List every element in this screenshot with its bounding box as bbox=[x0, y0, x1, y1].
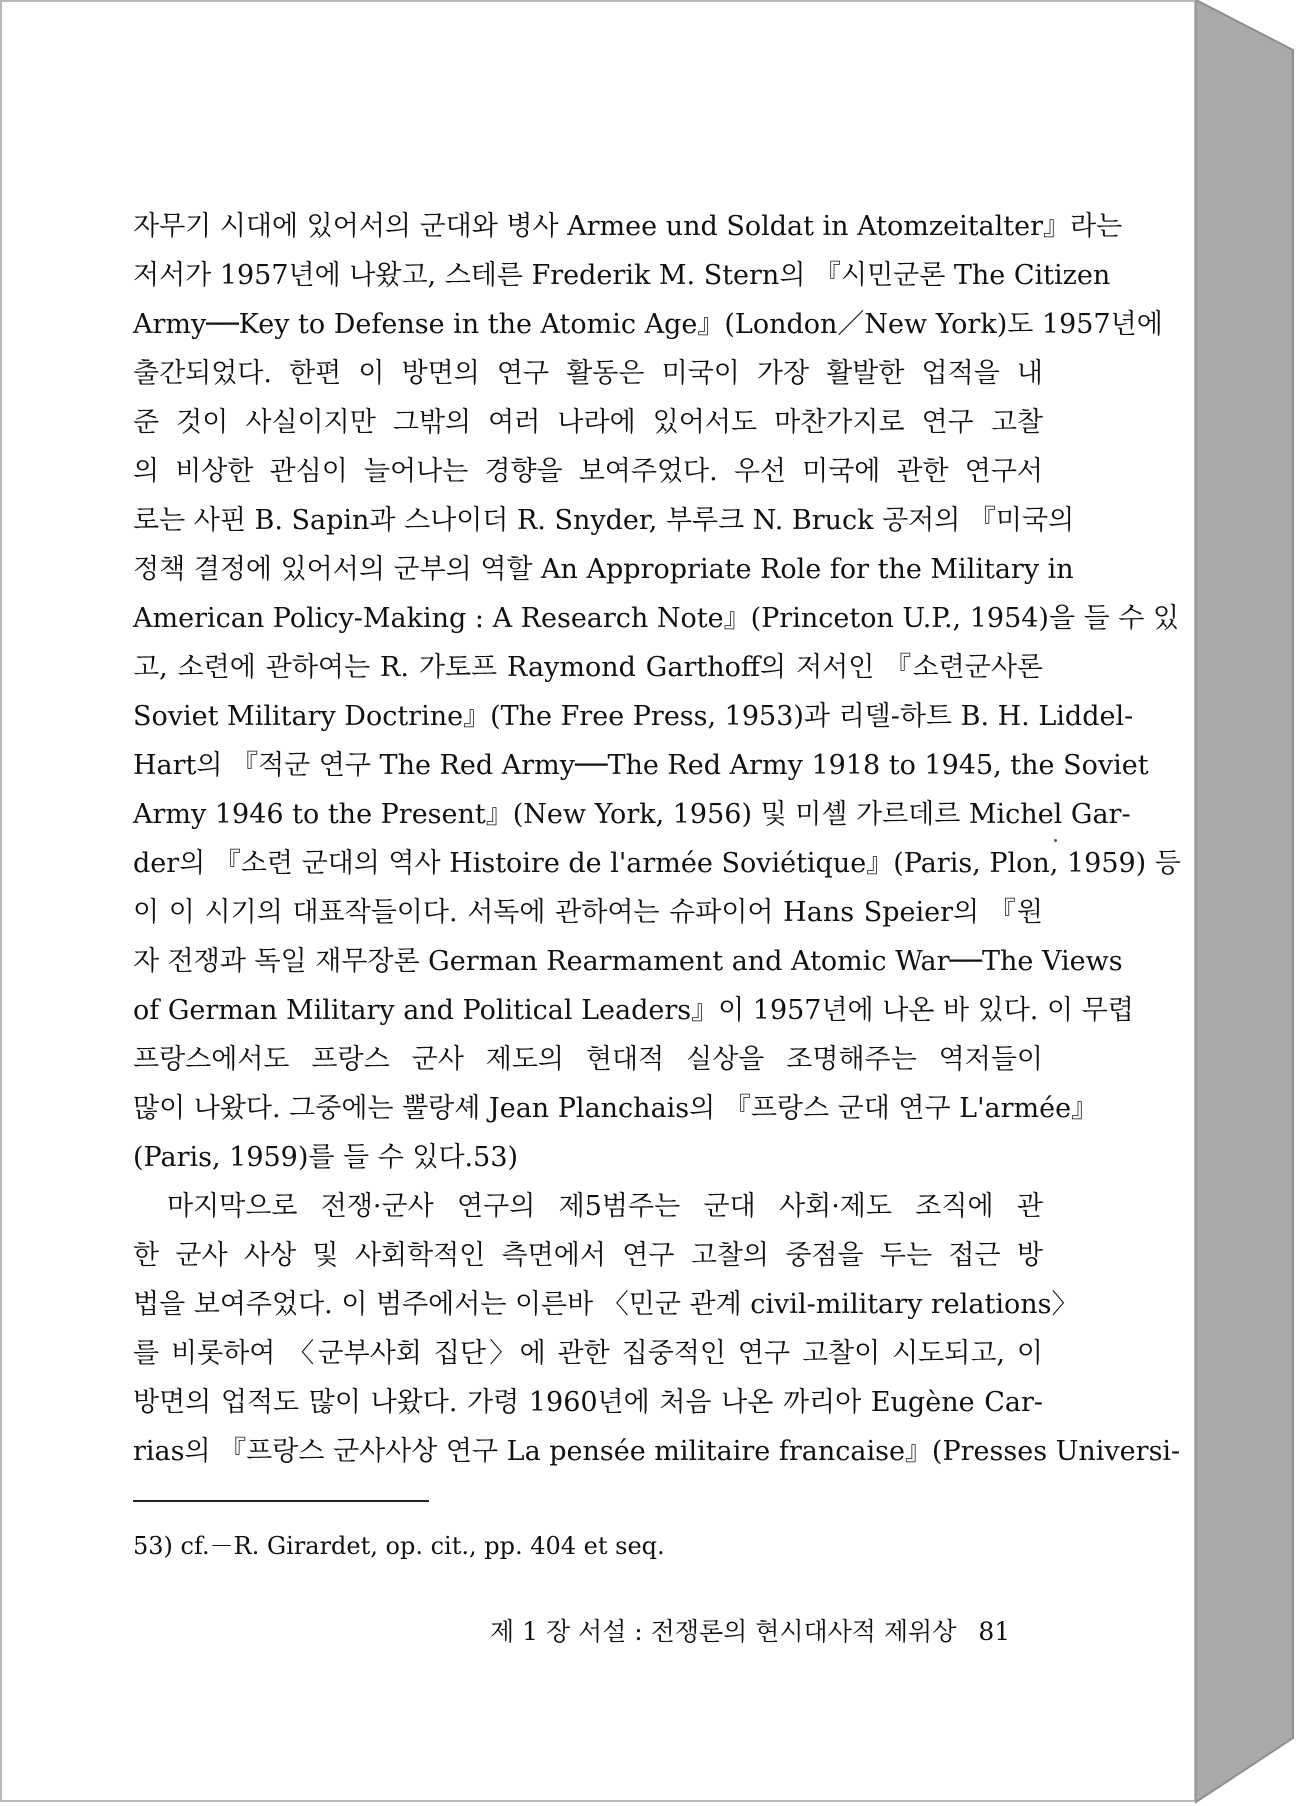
text-line: 자무기 시대에 있어서의 군대와 병사 Armee und Soldat in Atomzeitalter』라는 bbox=[133, 211, 1123, 242]
text-line: 법을 보여주었다. 이 범주에서는 이른바 〈민군 관계 civil-military relations〉 bbox=[133, 1289, 1079, 1320]
body-text bbox=[133, 202, 1181, 1476]
text-line: 많이 나왔다. 그중에는 뿔랑셰 Jean Planchais의 『프랑스 군대 연구 L'armée』 bbox=[133, 1093, 1099, 1124]
margin-dot bbox=[1054, 839, 1057, 842]
text-line: 한 군사 사상 및 사회학적인 측면에서 연구 고찰의 중점을 두는 접근 방 bbox=[133, 1240, 1043, 1271]
text-line: 프랑스에서도 프랑스 군사 제도의 현대적 실상을 조명해주는 역저들이 bbox=[133, 1044, 1043, 1075]
text-line: der의 『소련 군대의 역사 Histoire de l'armée Soviétique』(Paris, Plon, 1959) 등 bbox=[133, 848, 1181, 879]
text-line: 마지막으로 전쟁·군사 연구의 제5범주는 군대 사회·제도 조직에 관 bbox=[167, 1191, 1043, 1222]
text-line: 저서가 1957년에 나왔고, 스테른 Frederik M. Stern의 『시민군론 The Citizen bbox=[133, 260, 1111, 291]
text-line: Soviet Military Doctrine』(The Free Press, 1953)과 리델-하트 B. H. Liddel- bbox=[133, 701, 1134, 732]
text-line: of German Military and Political Leaders』이 1957년에 나온 바 있다. 이 무렵 bbox=[133, 995, 1134, 1026]
text-line: American Policy-Making : A Research Note』(Princeton U.P., 1954)을 들 수 있 bbox=[133, 603, 1180, 634]
text-line: 방면의 업적도 많이 나왔다. 가령 1960년에 처음 나온 까리아 Eugène Car- bbox=[133, 1387, 1043, 1418]
footnote: 53) cf.－R. Girardet, op. cit., pp. 404 et seq. bbox=[133, 1532, 665, 1560]
text-line: Hart의 『적군 연구 The Red Army──The Red Army 1918 to 1945, the Soviet bbox=[133, 750, 1149, 781]
chapter-title: 제 1 장 서설 : 전쟁론의 현시대사적 제위상 bbox=[490, 1617, 957, 1646]
text-line: 이 이 시기의 대표작들이다. 서독에 관하여는 슈파이어 Hans Speier의 『원 bbox=[133, 897, 1043, 928]
text-line: 자 전쟁과 독일 재무장론 German Rearmament and Atomic War──The Views bbox=[133, 946, 1123, 977]
text-line: rias의 『프랑스 군사사상 연구 La pensée militaire francaise』(Presses Universi- bbox=[133, 1436, 1181, 1467]
text-line: 고, 소련에 관하여는 R. 가토프 Raymond Garthoff의 저서인 『소련군사론 bbox=[133, 652, 1043, 683]
text-line: Army 1946 to the Present』(New York, 1956) 및 미셸 가르데르 Michel Gar- bbox=[133, 799, 1131, 830]
text-line: 를 비롯하여 〈군부사회 집단〉에 관한 집중적인 연구 고찰이 시도되고, 이 bbox=[133, 1338, 1043, 1369]
running-footer bbox=[490, 1612, 1010, 1648]
footnote-rule bbox=[133, 1500, 429, 1502]
text-line: 출간되었다. 한편 이 방면의 연구 활동은 미국이 가장 활발한 업적을 내 bbox=[133, 358, 1043, 389]
page-number: 81 bbox=[978, 1617, 1011, 1646]
text-line: 준 것이 사실이지만 그밖의 여러 나라에 있어서도 마찬가지로 연구 고찰 bbox=[133, 407, 1043, 438]
text-line: Army──Key to Defense in the Atomic Age』(London／New York)도 1957년에 bbox=[133, 309, 1163, 340]
text-line: 의 비상한 관심이 늘어나는 경향을 보여주었다. 우선 미국에 관한 연구서 bbox=[133, 456, 1043, 487]
text-line: 정책 결정에 있어서의 군부의 역할 An Appropriate Role for the Military in bbox=[133, 554, 1074, 585]
text-line: 로는 사핀 B. Sapin과 스나이더 R. Snyder, 부루크 N. Bruck 공저의 『미국의 bbox=[133, 505, 1075, 536]
text-line: (Paris, 1959)를 들 수 있다.53) bbox=[133, 1142, 519, 1173]
